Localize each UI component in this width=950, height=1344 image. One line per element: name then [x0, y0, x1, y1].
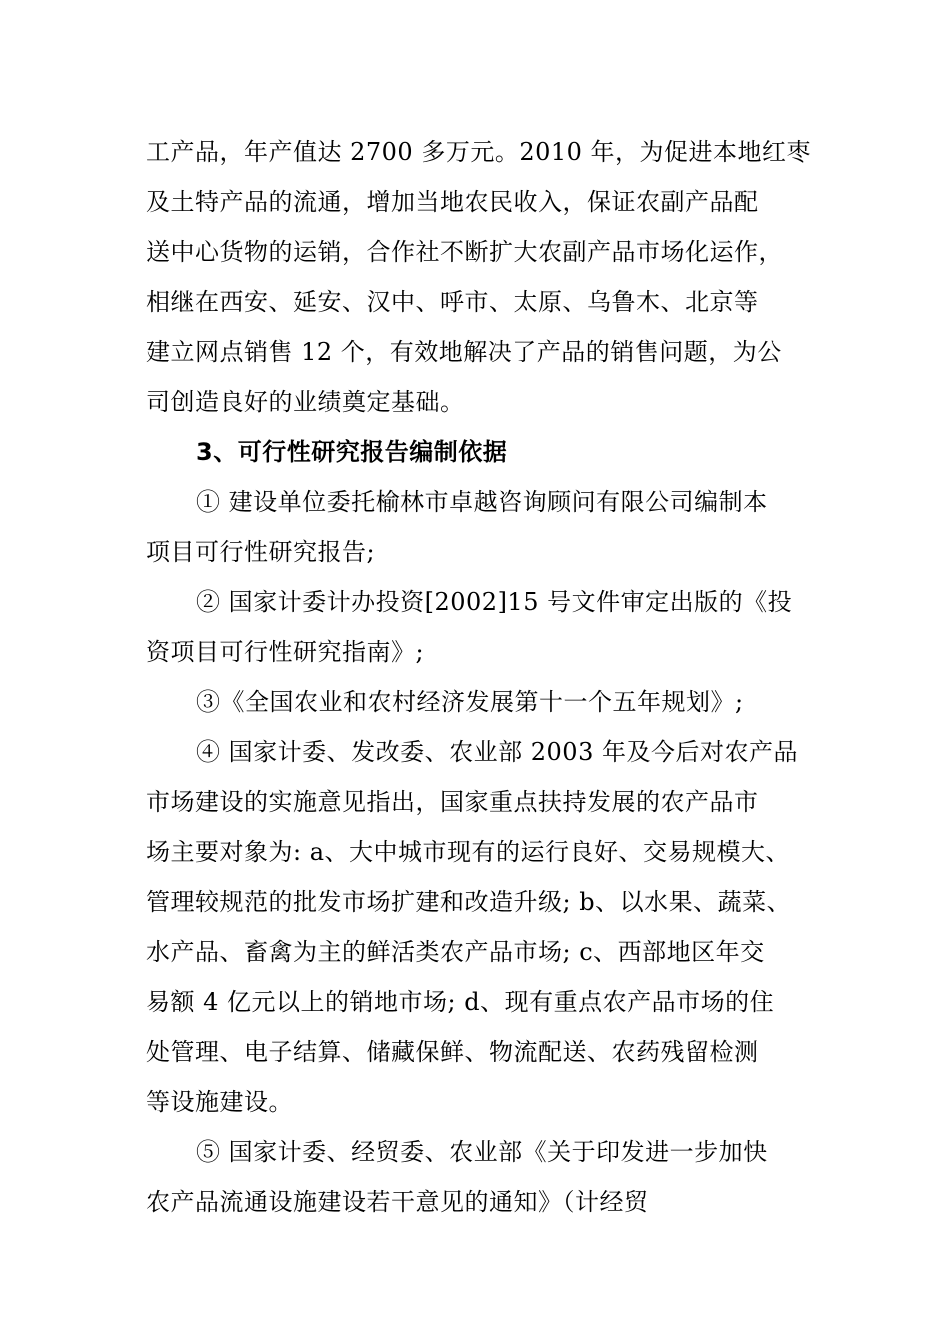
paragraph-line: 场主要对象为: a、大中城市现有的运行良好、交易规模大、	[146, 838, 791, 866]
list-item-1: ① 建设单位委托榆林市卓越咨询顾问有限公司编制本	[196, 488, 768, 516]
paragraph-line: 相继在西安、延安、汉中、呼市、太原、乌鲁木、北京等	[146, 288, 759, 316]
paragraph-line: 司创造良好的业绩奠定基础。	[146, 388, 465, 416]
paragraph-line: 及土特产品的流通，增加当地农民收入，保证农副产品配	[146, 188, 759, 216]
paragraph-line: 易额 4 亿元以上的销地市场; d、现有重点农产品市场的住	[146, 988, 775, 1016]
paragraph-line: 项目可行性研究报告;	[146, 538, 376, 566]
paragraph-line: 等设施建设。	[146, 1088, 293, 1116]
paragraph-line: 农产品流通设施建设若干意见的通知》（计经贸	[146, 1188, 649, 1216]
paragraph-line: 处管理、电子结算、储藏保鲜、物流配送、农药残留检测	[146, 1038, 759, 1066]
paragraph-line: 管理较规范的批发市场扩建和改造升级; b、以水果、蔬菜、	[146, 888, 792, 916]
paragraph-line: 市场建设的实施意见指出，国家重点扶持发展的农产品市	[146, 788, 759, 816]
paragraph-line: 送中心货物的运销，合作社不断扩大农副产品市场化运作，	[146, 238, 783, 266]
list-item-2: ② 国家计委计办投资[2002]15 号文件审定出版的《投	[196, 588, 793, 616]
section-heading: 3、可行性研究报告编制依据	[196, 438, 508, 466]
list-item-4: ④ 国家计委、发改委、农业部 2003 年及今后对农产品	[196, 738, 798, 766]
paragraph-line: 建立网点销售 12 个，有效地解决了产品的销售问题，为公	[146, 338, 782, 366]
paragraph-line: 工产品，年产值达 2700 多万元。2010 年，为促进本地红枣	[146, 138, 812, 166]
paragraph-line: 水产品、畜禽为主的鲜活类农产品市场; c、西部地区年交	[146, 938, 765, 966]
paragraph-line: 资项目可行性研究指南》;	[146, 638, 425, 666]
list-item-5: ⑤ 国家计委、经贸委、农业部《关于印发进一步加快	[196, 1138, 768, 1166]
list-item-3: ③《全国农业和农村经济发展第十一个五年规划》;	[196, 688, 744, 716]
